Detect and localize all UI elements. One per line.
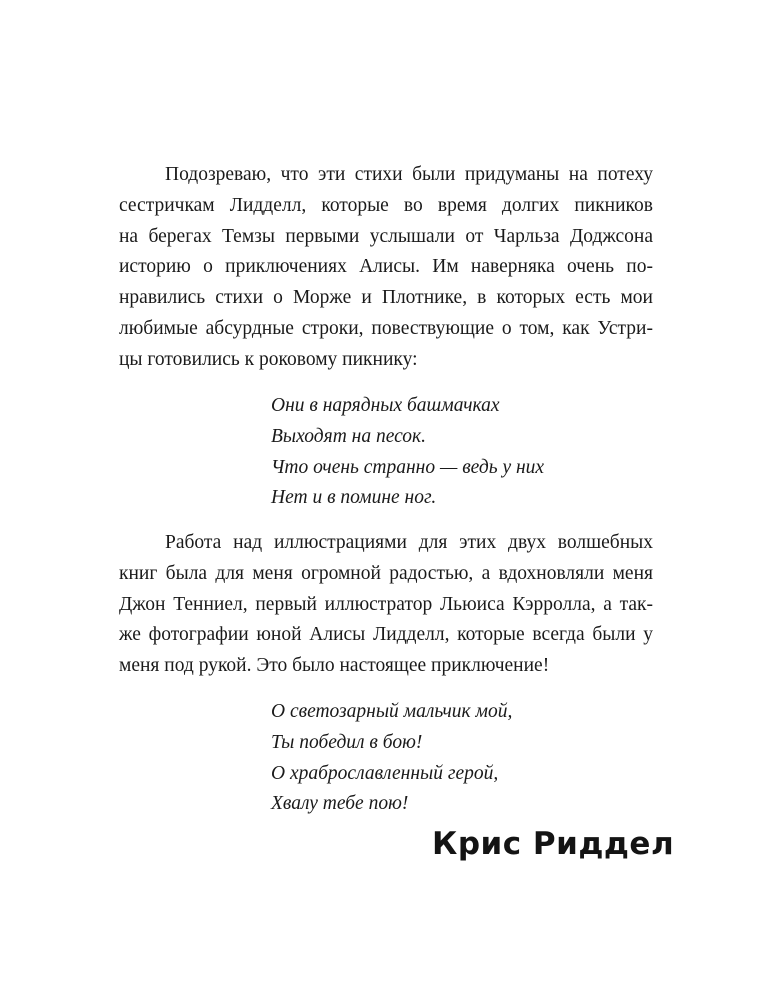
verse-line: Выходят на песок. <box>271 425 427 447</box>
paragraph-line: любимые абсурдные строки, повествующие о том, как Устри- <box>119 317 653 339</box>
author-signature: Крис Риддел <box>432 826 675 862</box>
paragraph-line: же фотографии юной Алисы Лидделл, которые всегда были у <box>119 624 653 646</box>
verse-line: Что очень странно — ведь у них <box>271 456 545 478</box>
paragraph-1 <box>119 160 653 376</box>
paragraph-line: историю о приключениях Алисы. Им наверняка очень по- <box>119 256 653 278</box>
paragraph-line: Джон Тенниел, первый иллюстратор Льюиса Кэрролла, а так- <box>119 593 653 615</box>
paragraph-line: меня под рукой. Это было настоящее приключение! <box>119 655 550 677</box>
paragraph-line: Работа над иллюстрациями для этих двух волшебных <box>165 532 653 553</box>
verse-line: Они в нарядных башмачках <box>271 395 500 416</box>
paragraph-2 <box>119 528 653 682</box>
verse-2 <box>271 697 512 820</box>
verse-line: Ты победил в бою! <box>271 731 423 753</box>
paragraph-line: на берегах Темзы первыми услышали от Чарльза Доджсона <box>119 225 653 247</box>
verse-line: Хвалу тебе пою! <box>271 793 409 815</box>
paragraph-line: сестричкам Лидделл, которые во время долгих пикников <box>119 194 653 216</box>
paragraph-line: цы готовились к роковому пикнику: <box>119 348 418 370</box>
verse-line: Нет и в помине ног. <box>271 487 437 509</box>
verse-line: О светозарный мальчик мой, <box>271 701 513 722</box>
paragraph-line: Подозреваю, что эти стихи были придуманы на потеху <box>165 164 653 185</box>
paragraph-line: нравились стихи о Морже и Плотнике, в которых есть мои <box>119 287 653 309</box>
verse-line: О храброславленный герой, <box>271 762 499 784</box>
verse-1 <box>271 391 544 514</box>
paragraph-line: книг была для меня огромной радостью, а вдохновляли меня <box>119 562 653 584</box>
